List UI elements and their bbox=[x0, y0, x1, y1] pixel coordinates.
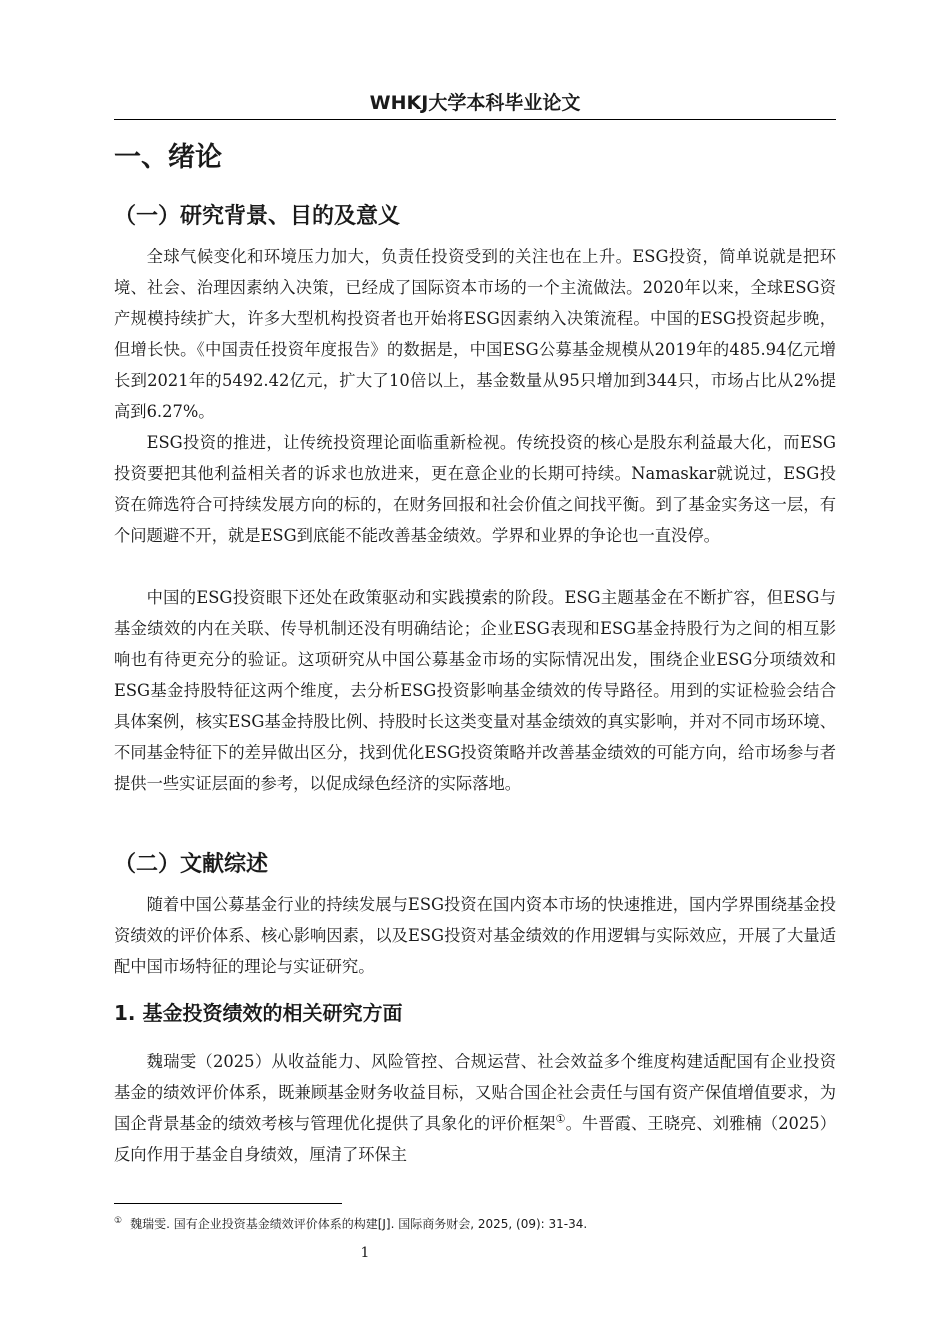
paragraph-5-text-b: 。牛晋霞、王晓亮、刘雅楠（2025）反向作用于基金自身绩效，厘清了环保主 bbox=[114, 1114, 836, 1164]
running-header: WHKJ大学本科毕业论文 bbox=[369, 92, 581, 114]
page-number: 1 bbox=[360, 1245, 370, 1261]
footnote-reference[interactable]: ① bbox=[555, 1112, 566, 1126]
section-heading-literature-review: （二）文献综述 bbox=[114, 852, 269, 877]
body-paragraph-2: ESG投资的推进，让传统投资理论面临重新检视。传统投资的核心是股东利益最大化，而ESG投资要把其他利益相关者的诉求也放进来，更在意企业的长期可持续。Namaskar就说过，ESG投资在筛选符合可持续发展方向的标的，在财务回报和社会价值之间找平衡。到了基金实务这一层，有个问题避不开，就是ESG到底能不能改善基金绩效。学界和业界的争论也一直没停。 bbox=[114, 433, 836, 545]
subsection-heading: 1. 基金投资绩效的相关研究方面 bbox=[114, 1001, 403, 1025]
body-paragraph-4: 随着中国公募基金行业的持续发展与ESG投资在国内资本市场的快速推进，国内学界围绕基金投资绩效的评价体系、核心影响因素，以及ESG投资对基金绩效的作用逻辑与实际效应，开展了大量适配中国市场特征的理论与实证研究。 bbox=[114, 895, 836, 976]
body-paragraph-1: 全球气候变化和环境压力加大，负责任投资受到的关注也在上升。ESG投资，简单说就是把环境、社会、治理因素纳入决策，已经成了国际资本市场的一个主流做法。2020年以来，全球ESG资产规模持续扩大，许多大型机构投资者也开始将ESG因素纳入决策流程。中国的ESG投资起步晚，但增长快。《中国责任投资年度报告》的数据是，中国ESG公募基金规模从2019年的485.94亿元增长到2021年的5492.42亿元，扩大了10倍以上，基金数量从95只增加到344只，市场占比从2%提高到6.27%。 bbox=[114, 247, 836, 421]
paragraph-5-text-a: 魏瑞雯（2025）从收益能力、风险管控、合规运营、社会效益多个维度构建适配国有企业投资基金的绩效评价体系，既兼顾基金财务收益目标，又贴合国企社会责任与国有资产保值增值要求，为国企背景基金的绩效考核与管理优化提供了具象化的评价框架 bbox=[114, 1052, 836, 1133]
body-paragraph-5 bbox=[114, 1046, 836, 1170]
body-paragraph-3: 中国的ESG投资眼下还处在政策驱动和实践摸索的阶段。ESG主题基金在不断扩容，但ESG与基金绩效的内在关联、传导机制还没有明确结论；企业ESG表现和ESG基金持股行为之间的相互影响也有待更充分的验证。这项研究从中国公募基金市场的实际情况出发，围绕企业ESG分项绩效和ESG基金持股特征这两个维度，去分析ESG投资影响基金绩效的传导路径。用到的实证检验会结合具体案例，核实ESG基金持股比例、持股时长这类变量对基金绩效的真实影响，并对不同市场环境、不同基金特征下的差异做出区分，找到优化ESG投资策略并改善基金绩效的可能方向，给市场参与者提供一些实证层面的参考，以促成绿色经济的实际落地。 bbox=[114, 588, 836, 793]
header-divider bbox=[114, 119, 836, 120]
footnote-text: 魏瑞雯. 国有企业投资基金绩效评价体系的构建[J]. 国际商务财会, 2025, (09): 31-34. bbox=[130, 1217, 588, 1231]
footnote-mark: ① bbox=[114, 1216, 123, 1226]
chapter-title: 一、绪论 bbox=[114, 142, 222, 173]
section-heading-background: （一）研究背景、目的及意义 bbox=[114, 204, 401, 229]
footnote bbox=[114, 1212, 836, 1233]
footnote-divider bbox=[114, 1203, 342, 1204]
